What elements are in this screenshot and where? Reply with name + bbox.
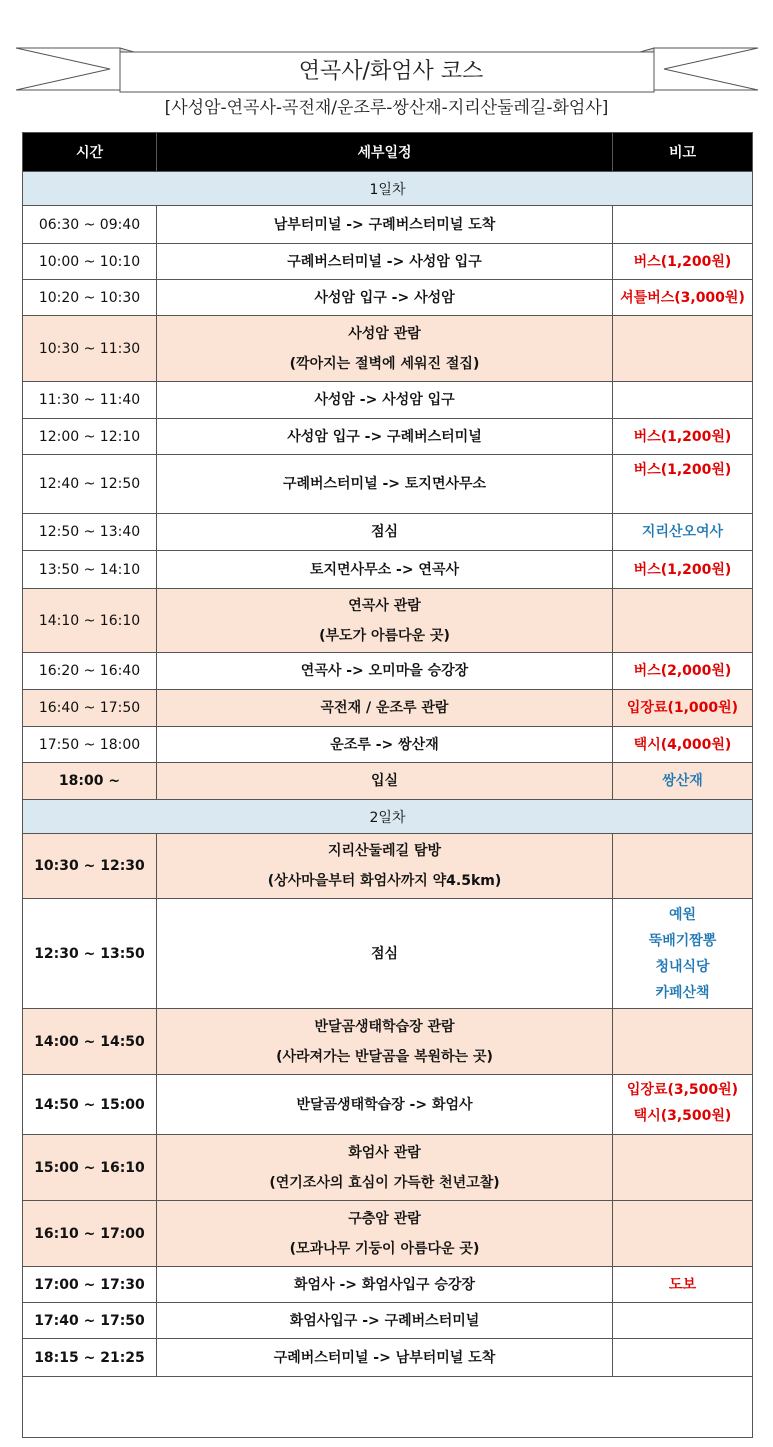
row-note-line: 예원 (668, 906, 697, 923)
row-time: 16:40 ~ 17:50 (23, 690, 157, 727)
row-note-line: 카페산책 (655, 984, 710, 1001)
row-detail (157, 1075, 613, 1135)
table-row (23, 244, 753, 280)
row-detail (157, 551, 613, 589)
row-time: 10:00 ~ 10:10 (23, 244, 157, 280)
row-detail (157, 382, 613, 419)
row-note (613, 589, 753, 653)
row-note (613, 1009, 753, 1075)
row-detail-line: 연곡사 관람 (348, 597, 421, 614)
table-row (23, 455, 753, 514)
row-note (613, 316, 753, 382)
table-row (23, 899, 753, 1009)
row-detail (157, 899, 613, 1009)
row-note-line: 버스(1,200원) (633, 253, 732, 270)
row-detail (157, 280, 613, 316)
row-detail-line: 구례버스터미널 -> 남부터미널 도착 (273, 1349, 496, 1366)
row-detail-line: 사성암 -> 사성암 입구 (314, 392, 455, 408)
row-detail-line: 구례버스터미널 -> 사성암 입구 (287, 253, 482, 270)
row-note-line: 택시(4,000원) (633, 736, 732, 753)
row-note (613, 206, 753, 244)
row-detail-line: 점심 (370, 524, 399, 540)
row-note-line: 뚝배기짬뽕 (648, 932, 717, 949)
row-time: 16:20 ~ 16:40 (23, 653, 157, 690)
day-separator-row (23, 800, 753, 834)
table-row (23, 419, 753, 455)
table-row (23, 589, 753, 653)
table-row (23, 1303, 753, 1339)
row-time: 12:30 ~ 13:50 (23, 899, 157, 1009)
table-row (23, 206, 753, 244)
row-note (613, 1267, 753, 1303)
row-detail (157, 514, 613, 551)
row-note (613, 551, 753, 589)
row-note (613, 653, 753, 690)
row-note (613, 690, 753, 727)
row-note (613, 419, 753, 455)
table-row (23, 551, 753, 589)
row-detail (157, 727, 613, 763)
row-note-line: 청내식당 (655, 958, 710, 975)
row-detail-line: 화엄사입구 -> 구례버스터미널 (289, 1312, 480, 1329)
row-note (613, 1303, 753, 1339)
row-note-line: 버스(2,000원) (633, 663, 732, 679)
row-note (613, 455, 753, 514)
row-detail-line: 연곡사 -> 오미마을 승강장 (300, 663, 469, 679)
row-detail-line: (상사마을부터 화엄사까지 약4.5km) (267, 873, 502, 889)
table-row (23, 280, 753, 316)
empty-cell (23, 1377, 753, 1438)
row-note (613, 1075, 753, 1135)
row-note (613, 834, 753, 899)
row-note-line: 쌍산재 (662, 773, 703, 789)
row-time: 18:15 ~ 21:25 (23, 1339, 157, 1377)
empty-row (23, 1377, 753, 1438)
row-detail-line: 사성암 입구 -> 구례버스터미널 (287, 428, 482, 445)
row-detail (157, 206, 613, 244)
row-detail-line: (사라져가는 반달곰을 복원하는 곳) (276, 1048, 493, 1065)
row-detail-line: (깍아지는 절벽에 세워진 절집) (289, 355, 480, 372)
table-row (23, 834, 753, 899)
row-detail-line: 남부터미널 -> 구례버스터미널 도착 (273, 216, 496, 233)
row-note-line: 버스(1,200원) (633, 561, 732, 578)
row-note (613, 1339, 753, 1377)
row-time: 17:00 ~ 17:30 (23, 1267, 157, 1303)
row-detail-line: 사성암 입구 -> 사성암 (314, 289, 455, 306)
row-detail-line: 구례버스터미널 -> 토지면사무소 (282, 476, 487, 492)
table-row (23, 763, 753, 800)
row-note (613, 727, 753, 763)
row-time: 14:10 ~ 16:10 (23, 589, 157, 653)
route-subtitle: [사성암-연곡사-곡전재/운조루-쌍산재-지리산둘레길-화엄사] (164, 98, 609, 118)
row-detail-line: 반달곰생태학습장 -> 화엄사 (296, 1096, 473, 1113)
row-note-line: 버스(1,200원) (633, 428, 732, 445)
row-note-line: 택시(3,500원) (633, 1108, 732, 1124)
table-row (23, 1339, 753, 1377)
row-note (613, 1201, 753, 1267)
row-detail (157, 419, 613, 455)
row-time: 14:00 ~ 14:50 (23, 1009, 157, 1075)
row-detail-line: (모과나무 기둥이 아름다운 곳) (289, 1240, 480, 1257)
row-detail-line: 반달곰생태학습장 관람 (314, 1018, 455, 1035)
schedule-table (22, 132, 753, 1438)
row-detail-line: (부도가 아름다운 곳) (319, 627, 450, 644)
row-time: 10:30 ~ 11:30 (23, 316, 157, 382)
day-label: 1일차 (23, 172, 753, 206)
row-note (613, 244, 753, 280)
row-note-line: 입장료(3,500원) (626, 1082, 739, 1098)
row-note (613, 382, 753, 419)
row-detail-line: 입실 (370, 773, 399, 789)
row-detail (157, 1303, 613, 1339)
row-detail (157, 653, 613, 690)
row-time: 12:40 ~ 12:50 (23, 455, 157, 514)
row-detail-line: 사성암 관람 (348, 325, 421, 342)
table-row (23, 690, 753, 727)
row-detail-line: 구층암 관람 (348, 1210, 421, 1227)
row-time: 10:30 ~ 12:30 (23, 834, 157, 899)
col-header-time: 시간 (23, 133, 157, 172)
table-row (23, 382, 753, 419)
table-row (23, 1075, 753, 1135)
row-time: 16:10 ~ 17:00 (23, 1201, 157, 1267)
table-header-row (23, 133, 753, 172)
row-note-line: 도보 (668, 1276, 697, 1293)
row-detail (157, 316, 613, 382)
row-detail-line: 점심 (370, 945, 399, 962)
row-time: 18:00 ~ (23, 763, 157, 800)
row-detail-line: 곡전재 / 운조루 관람 (320, 700, 449, 716)
row-time: 11:30 ~ 11:40 (23, 382, 157, 419)
row-time: 06:30 ~ 09:40 (23, 206, 157, 244)
table-row (23, 653, 753, 690)
col-header-note: 비고 (613, 133, 753, 172)
table-row (23, 316, 753, 382)
row-detail (157, 763, 613, 800)
row-detail-line: (연기조사의 효심이 가득한 천년고찰) (269, 1174, 500, 1191)
row-detail (157, 1267, 613, 1303)
row-note-line: 입장료(1,000원) (626, 700, 739, 716)
row-time: 17:50 ~ 18:00 (23, 727, 157, 763)
row-detail (157, 1201, 613, 1267)
row-note-line: 버스(1,200원) (633, 462, 732, 478)
row-time: 14:50 ~ 15:00 (23, 1075, 157, 1135)
row-detail-line: 화엄사 -> 화엄사입구 승강장 (294, 1276, 475, 1293)
row-detail (157, 834, 613, 899)
day-separator-row (23, 172, 753, 206)
row-detail (157, 690, 613, 727)
row-detail-line: 지리산둘레길 탐방 (327, 843, 442, 859)
row-note (613, 1135, 753, 1201)
row-detail-line: 토지면사무소 -> 연곡사 (309, 561, 459, 578)
page-title: 연곡사/화엄사 코스 (298, 59, 484, 84)
table-row (23, 1009, 753, 1075)
row-time: 12:00 ~ 12:10 (23, 419, 157, 455)
day-label: 2일차 (23, 800, 753, 834)
row-note (613, 763, 753, 800)
row-note (613, 899, 753, 1009)
row-detail (157, 455, 613, 514)
col-header-detail: 세부일정 (157, 133, 613, 172)
table-row (23, 727, 753, 763)
row-detail (157, 1009, 613, 1075)
table-row (23, 1135, 753, 1201)
schedule-body (23, 172, 753, 1438)
row-time: 10:20 ~ 10:30 (23, 280, 157, 316)
table-row (23, 514, 753, 551)
row-time: 13:50 ~ 14:10 (23, 551, 157, 589)
row-detail (157, 1339, 613, 1377)
table-row (23, 1201, 753, 1267)
row-time: 17:40 ~ 17:50 (23, 1303, 157, 1339)
row-note (613, 514, 753, 551)
row-detail-line: 화엄사 관람 (348, 1144, 421, 1161)
row-detail (157, 589, 613, 653)
row-detail-line: 운조루 -> 쌍산재 (330, 736, 439, 753)
row-detail (157, 244, 613, 280)
row-note-line: 셔틀버스(3,000원) (620, 289, 745, 306)
table-row (23, 1267, 753, 1303)
row-detail (157, 1135, 613, 1201)
row-note-line: 지리산오여사 (641, 524, 724, 540)
row-time: 12:50 ~ 13:40 (23, 514, 157, 551)
row-time: 15:00 ~ 16:10 (23, 1135, 157, 1201)
row-note (613, 280, 753, 316)
